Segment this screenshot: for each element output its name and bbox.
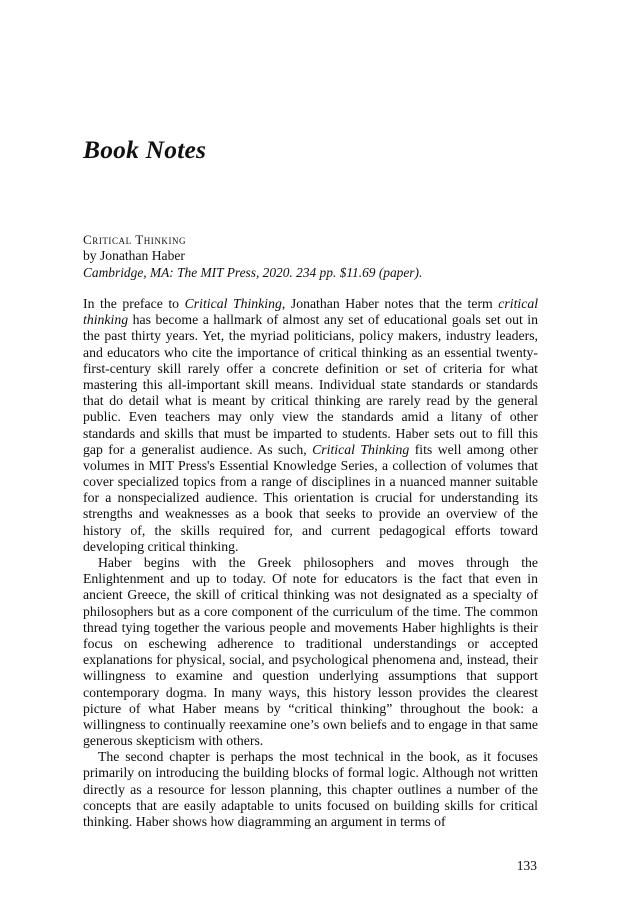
page-number: 133 [516,858,537,873]
emphasis-text: Critical Thinking [184,296,282,311]
citation-author: by Jonathan Haber [83,248,185,264]
citation-imprint: Cambridge, MA: The MIT Press, 2020. 234 pp. $11.69 (paper). [83,264,423,280]
review-paragraph: In the preface to Critical Thinking, Jonathan Haber notes that the term critical thinking has become a hallmark of almost any set of educational goals set out in the past thirty years. Yet, the myriad politicians, policy makers, industry leaders, and educators who cite the importance of critical thinking as an essential twenty-first-century skill rarely offer a concrete definition or set of criteria for what mastering this all-important skill means. Individual state standards or standards that do detail what is meant by critical thinking are rarely read by the general public. Even teachers may only view the standards amid a litany of other standards and skills that must be imparted to students. Haber sets out to fill this gap for a generalist audience. As such, Critical Thinking fits well among other volumes in MIT Press's Essential Knowledge Series, a collection of volumes that cover specialized topics from a range of disciplines in a nuanced manner suitable for a nonspecialized audience. This orientation is crucial for understanding its strengths and weaknesses as a book that seeks to provide an overview of the history of, the skills required for, and current pedagogical efforts toward developing critical thinking. [83,296,539,554]
book-citation [83,232,539,281]
emphasis-text: Critical Thinking [312,441,410,457]
page-title: Book Notes [83,135,207,165]
review-body [83,296,538,830]
review-paragraph: The second chapter is perhaps the most technical in the book, as it focuses primarily on introducing the building blocks of formal logic. Although not written directly as a resource for lesson planning, this chapter outlines a number of the concepts that are easily adaptable to units focused on building skills for critical thinking. Haber shows how diagramming an argument in terms of [83,749,538,829]
citation-book-title: Critical Thinking [83,232,187,247]
emphasis-text: critical thinking [83,296,539,328]
review-paragraph: Haber begins with the Greek philosophers and moves through the Enlightenment and up to today. Of note for educators is the fact that even in ancient Greece, the skill of critical thinking was not designated as a specialty of philosophers but as a core component of the curriculum of the time. The common thread tying together the various people and movements Haber highlights is their focus on eschewing adherence to traditional understandings or accepted explanations for physical, social, and psychological phenomena and, instead, their willingness to examine and question underlying assumptions that support contemporary dogma. In many ways, this history lesson provides the clearest picture of what Haber means by “critical thinking” throughout the book: a willingness to continually reexamine one’s own beliefs and to engage in that same generous skepticism with others. [83,555,538,749]
